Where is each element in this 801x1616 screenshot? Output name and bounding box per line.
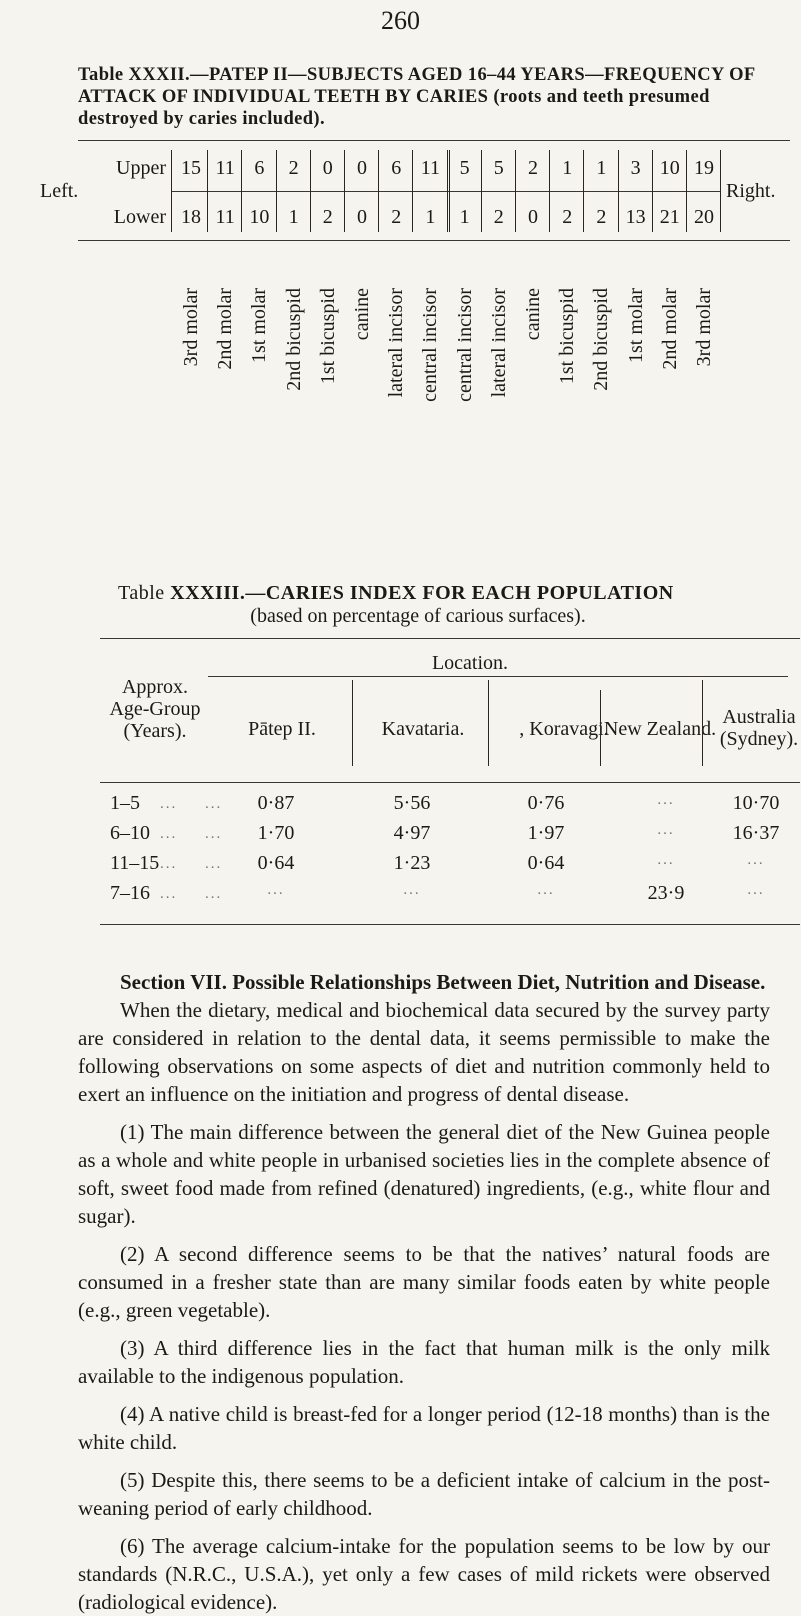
caries-index-cell: ... — [267, 882, 285, 898]
tooth-name: 2nd bicuspid — [282, 288, 305, 391]
table-33-caption-main: XXXIII.—CARIES INDEX FOR EACH POPULATION — [170, 582, 674, 604]
upper-value: 0 — [357, 157, 367, 179]
col-header-kavataria: Kavataria. — [381, 718, 465, 740]
caries-index-cell: 0·76 — [527, 792, 565, 814]
age-header-line-3: (Years). — [123, 720, 187, 742]
leader-dots: ... — [205, 826, 223, 842]
col-header-koravagi: , Koravagi. — [519, 718, 609, 740]
leader-dots: ... — [160, 796, 178, 812]
lower-value: 21 — [659, 206, 680, 228]
caries-index-cell: 0·64 — [527, 852, 565, 874]
table-33-header-rule — [100, 782, 800, 783]
left-label: Left. — [40, 180, 79, 202]
tooth-name: 3rd molar — [693, 288, 715, 367]
leader-dots: ... — [205, 886, 223, 902]
point-1: (1) The main difference between the general diet of the New Guinea people as a whole and white people in urbanised societies lies in the complete absence of soft, sweet food made from refined (denatured) ingredients, (e.g., white flour and sugar). — [78, 1120, 770, 1228]
tooth-name: canine — [522, 288, 544, 341]
point-6: (6) The average calcium-intake for the population seems to be low by our standards (N.R.C., U.S.A.), yet only a few cases of mild rickets were observed (radiological evidence). — [78, 1534, 770, 1614]
caries-index-cell: 16·37 — [732, 822, 780, 844]
tooth-name: lateral incisor — [487, 288, 510, 398]
location-rule — [208, 676, 788, 677]
caries-index-cell: ... — [537, 882, 555, 898]
upper-value: 5 — [493, 157, 504, 179]
caries-index-cell: 1·97 — [527, 822, 565, 844]
table-33-bottom-rule — [100, 924, 800, 925]
tooth-name: 1st molar — [248, 288, 271, 363]
leader-dots: ... — [160, 826, 178, 842]
upper-value: 2 — [288, 157, 299, 179]
age-group-cell: 6–10 — [110, 822, 150, 844]
age-header-line-2: Age-Group — [109, 698, 201, 720]
upper-value: 11 — [215, 157, 235, 179]
lower-value: 0 — [528, 206, 538, 228]
lower-value: 11 — [215, 206, 235, 228]
caries-index-cell: 23·9 — [647, 882, 685, 904]
lower-value: 1 — [425, 206, 436, 228]
tooth-name: 1st bicuspid — [316, 288, 339, 385]
age-header — [100, 676, 210, 742]
tooth-name: central incisor — [453, 288, 476, 402]
upper-value: 11 — [420, 157, 441, 179]
caries-index-cell: 1·23 — [393, 852, 431, 874]
lower-value: 2 — [596, 206, 607, 228]
caries-index-cell: 1·70 — [257, 822, 295, 844]
right-label: Right. — [726, 180, 776, 202]
lower-value: 1 — [288, 206, 299, 228]
section-7 — [78, 968, 770, 1616]
tooth-name: 3rd molar — [180, 288, 202, 367]
upper-value: 0 — [322, 157, 333, 179]
tooth-name: central incisor — [419, 288, 442, 402]
upper-value: 2 — [528, 157, 538, 179]
lower-value: 2 — [493, 206, 504, 228]
upper-value: 5 — [459, 157, 470, 179]
table-33-top-rule — [100, 638, 800, 639]
upper-value: 3 — [630, 157, 641, 179]
table-32-caption: Table XXXII.—PATEP II—SUBJECTS AGED 16–44 YEARS—FREQUENCY OF ATTACK OF INDIVIDUAL TEETH BY CARIES (roots and teeth presumed destroyed by caries included). — [78, 65, 755, 129]
lower-value: 2 — [562, 206, 573, 228]
tooth-name: 1st bicuspid — [556, 288, 579, 385]
page-number: 260 — [381, 6, 420, 35]
leader-dots: ... — [160, 856, 178, 872]
lower-value: 1 — [459, 206, 470, 228]
caries-index-cell: ... — [657, 822, 675, 838]
table-33-caption-prefix: Table — [118, 582, 165, 604]
table-32-bottom-rule — [78, 240, 790, 241]
lower-value: 0 — [357, 206, 367, 228]
tooth-name: 2nd molar — [214, 288, 237, 370]
caries-index-cell: 4·97 — [393, 822, 431, 844]
tooth-name: 1st molar — [624, 288, 647, 363]
age-group-cell: 11–15 — [110, 852, 160, 874]
point-5: (5) Despite this, there seems to be a deficient intake of calcium in the post-weaning period of early childhood. — [78, 1468, 770, 1520]
upper-value: 1 — [562, 157, 573, 179]
upper-value: 6 — [391, 157, 402, 179]
table-32-top-rule — [78, 140, 790, 141]
upper-value: 6 — [254, 157, 265, 179]
col-divider-2 — [488, 680, 489, 766]
tooth-name: 2nd molar — [658, 288, 681, 370]
col-divider-4 — [702, 680, 703, 766]
section-intro: When the dietary, medical and biochemical data secured by the survey party are considered in relation to the dental data, it seems permissible to make the following observations on some aspects of diet and nutrition commonly held to exert an influence on the initiation and progress of dental disease. — [78, 998, 770, 1106]
section-heading: Section VII. Possible Relationships Between Diet, Nutrition and Disease. — [120, 970, 766, 994]
lower-value: 18 — [181, 206, 201, 228]
leader-dots: ... — [205, 856, 223, 872]
caries-index-cell: 5·56 — [393, 792, 431, 814]
upper-value: 10 — [659, 157, 680, 179]
upper-value: 1 — [596, 157, 607, 179]
caries-index-cell: 0·87 — [257, 792, 295, 814]
col-divider-1 — [352, 680, 353, 766]
tooth-name: canine — [351, 288, 373, 341]
age-group-cell: 1–5 — [110, 792, 140, 814]
leader-dots: ... — [205, 796, 223, 812]
caries-index-cell: 10·70 — [732, 792, 780, 814]
col-header-patep: Pātep II. — [248, 718, 316, 740]
col-divider-3 — [600, 690, 601, 766]
caries-index-cell: ... — [657, 792, 675, 808]
point-4: (4) A native child is breast-fed for a longer period (12-18 months) than is the white child. — [78, 1402, 770, 1454]
caries-index-cell: ... — [747, 852, 765, 868]
caries-index-cell: ... — [403, 882, 421, 898]
caries-index-cell: ... — [747, 882, 765, 898]
caries-index-cell: ... — [657, 852, 675, 868]
tooth-name: lateral incisor — [385, 288, 408, 398]
col-header-new-zealand: New Zealand. — [603, 718, 717, 740]
lower-value: 2 — [391, 206, 402, 228]
age-group-cell: 7–16 — [110, 882, 150, 904]
tooth-name: 2nd bicuspid — [590, 288, 613, 391]
col-header-australia: Australia (Sydney). — [719, 706, 799, 750]
upper-value: 15 — [181, 157, 201, 179]
table-33-subcaption: (based on percentage of carious surfaces). — [250, 605, 586, 627]
column-divider — [171, 150, 172, 232]
lower-value: 10 — [249, 206, 270, 228]
caries-index-cell: 0·64 — [257, 852, 295, 874]
lower-label: Lower — [113, 206, 166, 228]
point-2: (2) A second difference seems to be that the natives’ natural foods are consumed in a fresher state than are many similar foods eaten by white people (e.g., green vegetable). — [78, 1242, 770, 1322]
table-33-caption — [118, 582, 718, 605]
age-header-line-1: Approx. — [121, 676, 189, 698]
point-3: (3) A third difference lies in the fact that human milk is the only milk available to the indigenous population. — [78, 1336, 770, 1388]
upper-label: Upper — [116, 157, 166, 179]
upper-value: 19 — [694, 157, 714, 179]
lower-value: 2 — [322, 206, 333, 228]
lower-value: 20 — [694, 206, 714, 228]
leader-dots: ... — [160, 886, 178, 902]
lower-value: 13 — [625, 206, 646, 228]
location-header: Location. — [431, 652, 509, 674]
